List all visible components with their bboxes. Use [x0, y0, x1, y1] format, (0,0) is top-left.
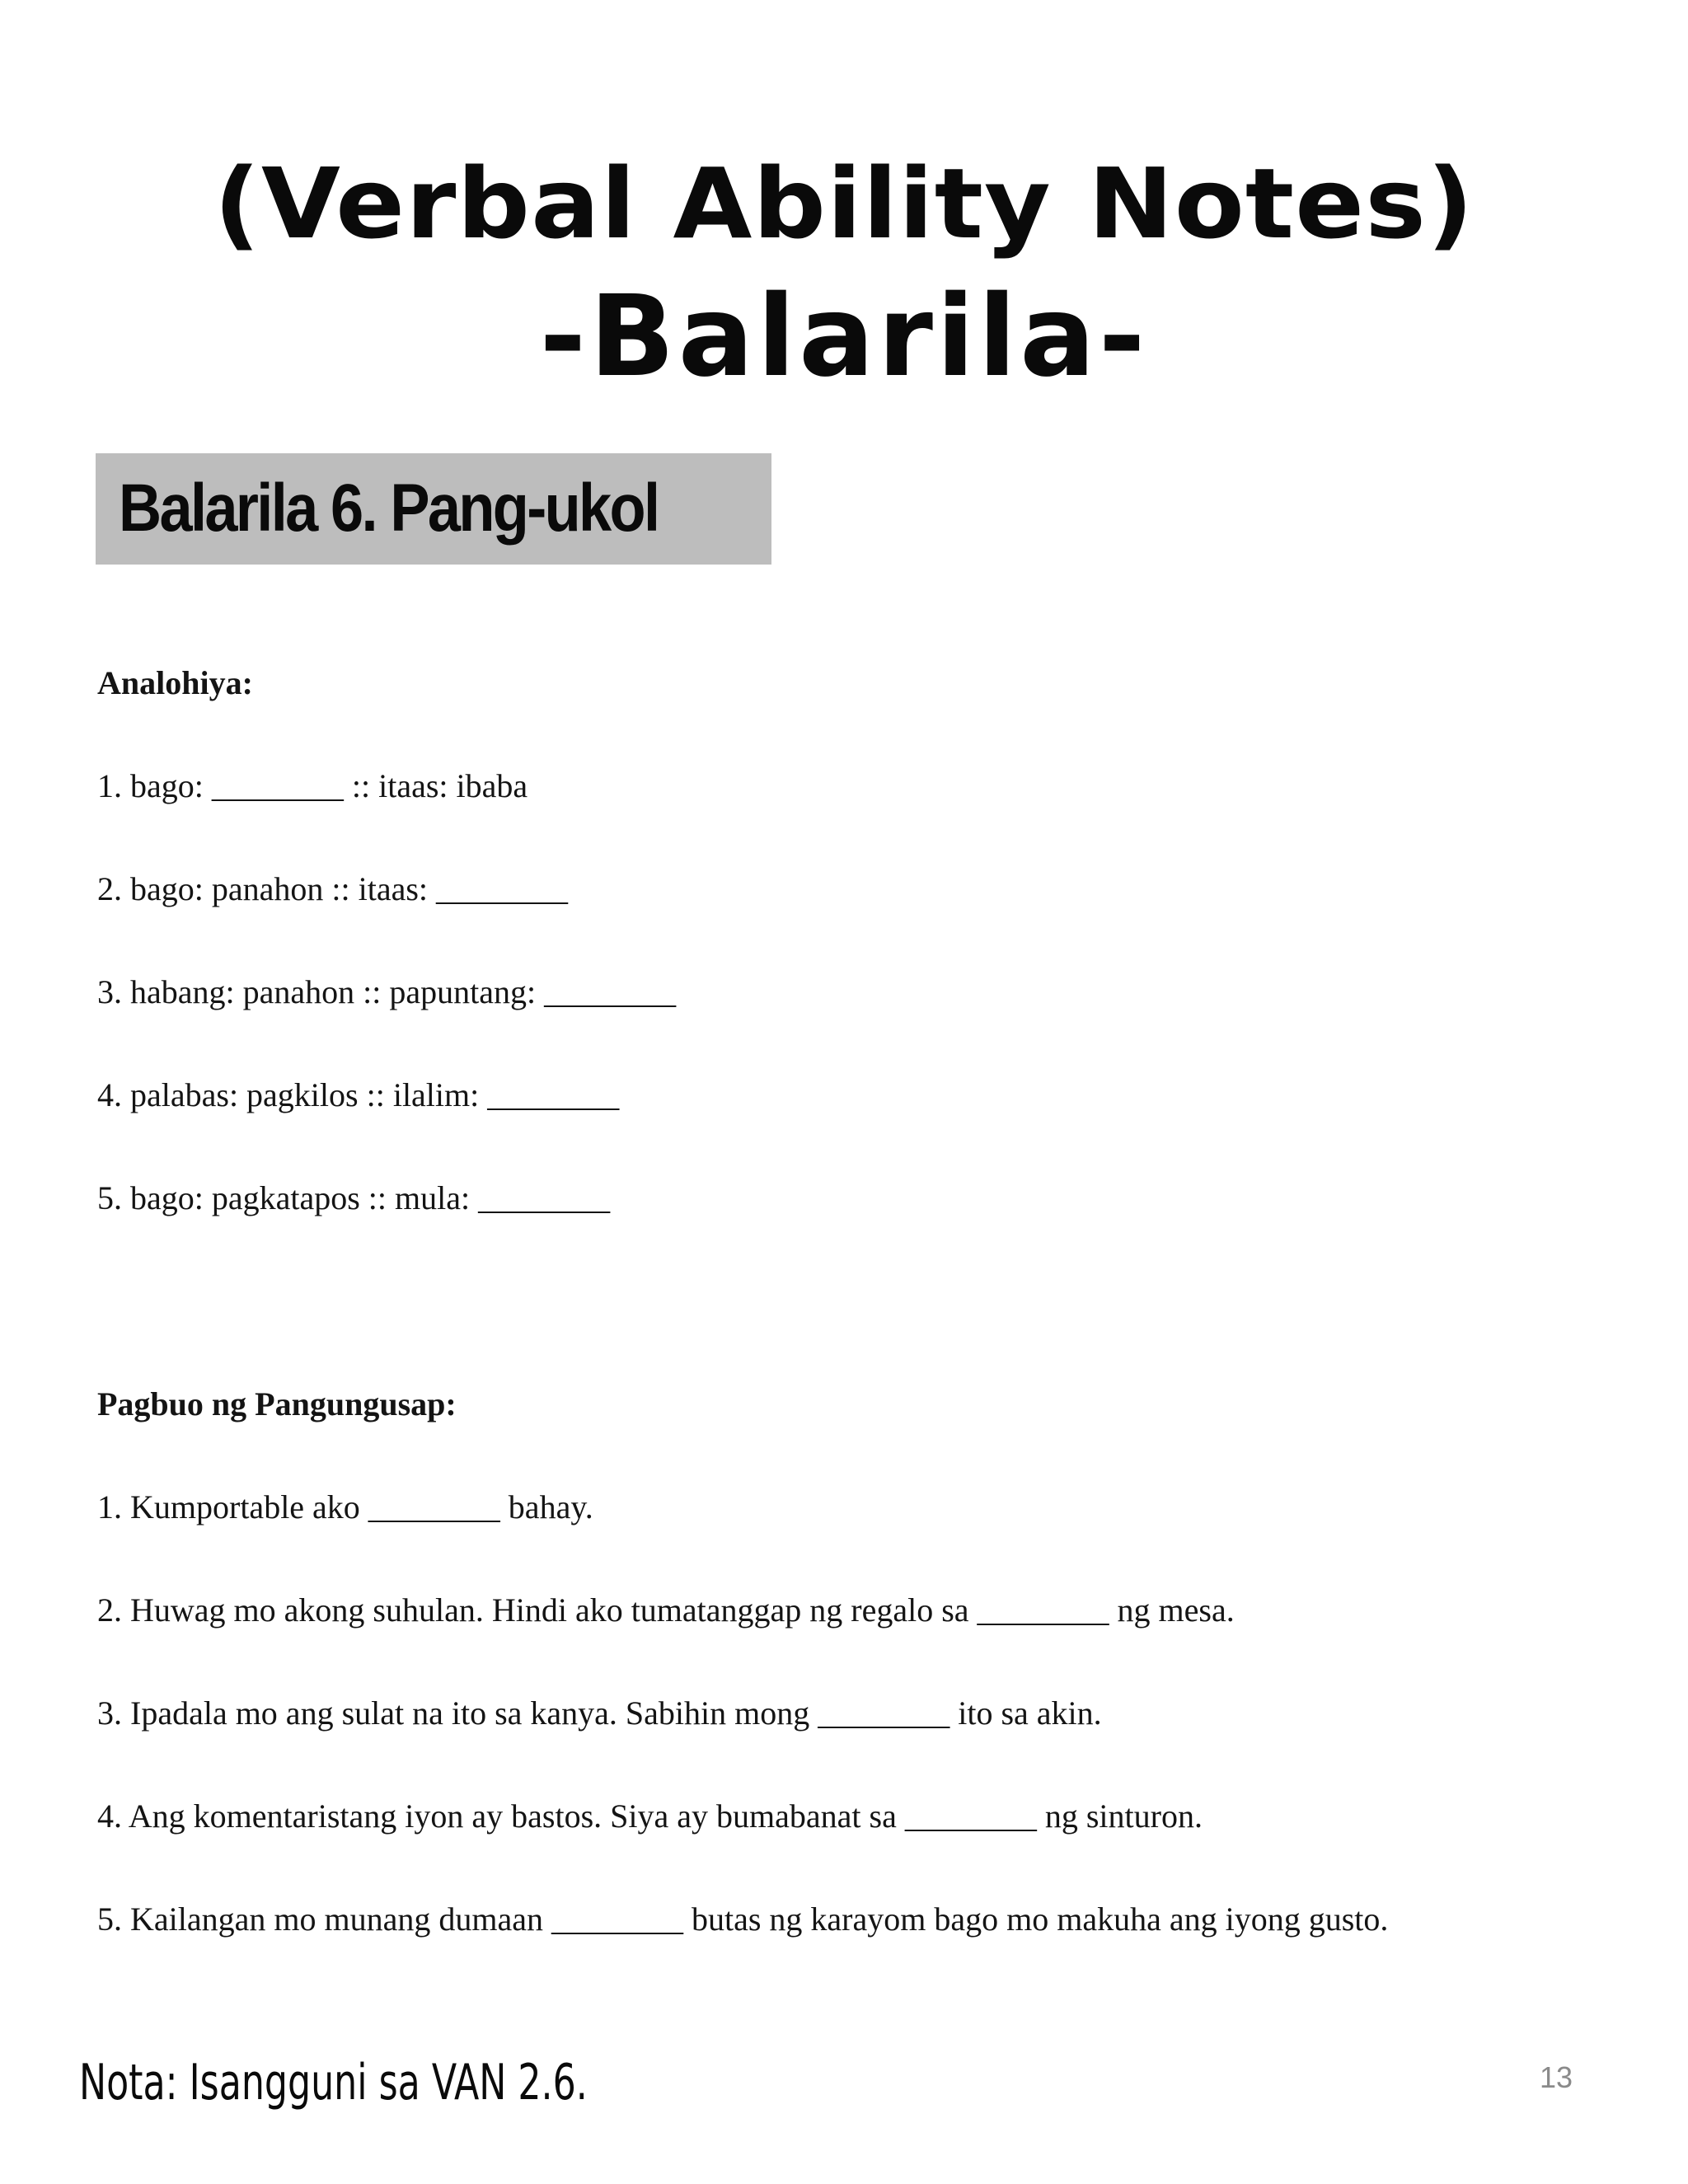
analogy-item-1: 1. bago: ________ :: itaas: ibaba [97, 767, 528, 804]
page-title: (Verbal Ability Notes) [213, 147, 1475, 260]
footer-note: Nota: Isangguni sa VAN 2.6. [79, 2054, 588, 2111]
analogy-item-3: 3. habang: panahon :: papuntang: ________ [97, 973, 677, 1010]
page-subtitle: -Balarila- [539, 272, 1149, 402]
sentence-heading: Pagbuo ng Pangungusap: [97, 1385, 457, 1422]
section-heading-box [96, 453, 771, 565]
section-heading: Balarila 6. Pang-ukol [119, 471, 659, 546]
sentence-item-3: 3. Ipadala mo ang sulat na ito sa kanya. Sabihin mong ________ ito sa akin. [97, 1694, 1102, 1732]
page-number: 13 [1540, 2060, 1573, 2094]
analogy-heading: Analohiya: [97, 664, 253, 701]
analogy-item-2: 2. bago: panahon :: itaas: ________ [97, 870, 569, 907]
sentence-item-5: 5. Kailangan mo munang dumaan ________ butas ng karayom bago mo makuha ang iyong gusto. [97, 1900, 1389, 1938]
analogy-item-4: 4. palabas: pagkilos :: ilalim: ________ [97, 1076, 620, 1113]
sentence-item-2: 2. Huwag mo akong suhulan. Hindi ako tumatanggap ng regalo sa ________ ng mesa. [97, 1591, 1235, 1629]
sentence-item-1: 1. Kumportable ako ________ bahay. [97, 1488, 593, 1526]
analogy-item-5: 5. bago: pagkatapos :: mula: ________ [97, 1179, 611, 1216]
sentence-item-4: 4. Ang komentaristang iyon ay bastos. Siya ay bumabanat sa ________ ng sinturon. [97, 1797, 1203, 1835]
